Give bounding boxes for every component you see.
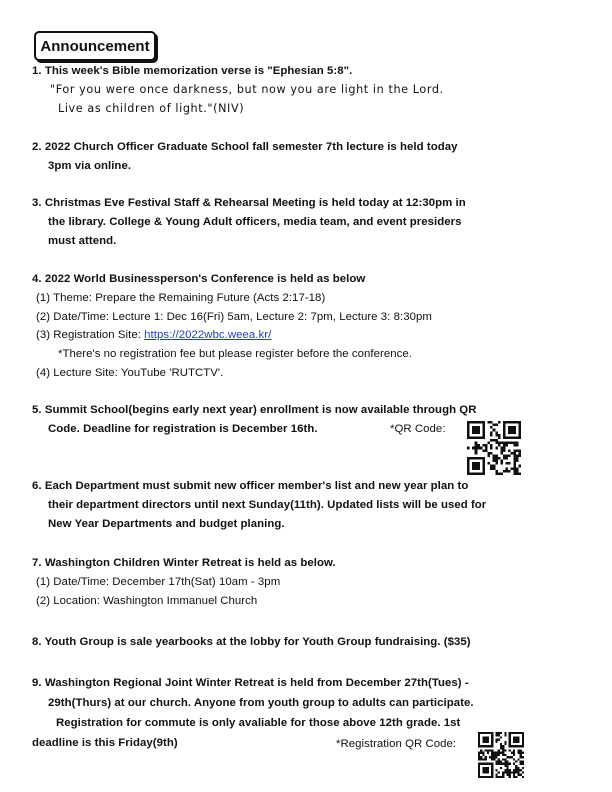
announcement-header [34,31,156,61]
item-9-qr-label: *Registration QR Code: [336,738,457,750]
registration-qr-code[interactable] [478,732,524,778]
registration-site-link[interactable]: https://2022wbc.weea.kr/ [144,329,272,341]
item-3-line-3: must attend. [48,235,117,247]
announcement-title: Announcement [40,37,150,55]
item-3-line-2: the library. College & Young Adult officers, media team, and event presiders [48,216,462,228]
item-5-qr-label: *QR Code: [390,423,446,435]
item-1-verse-1: "For you were once darkness, but now you are light in the Lord. [50,83,444,96]
item-9-line-4: deadline is this Friday(9th) [32,737,178,749]
item-6-line-2: their department directors until next Sunday(11th). Updated lists will be used for [48,499,487,511]
item-4-registration [36,328,271,342]
item-6-line-3: New Year Departments and budget planing. [48,518,285,530]
item-2-line-2: 3pm via online. [48,160,132,172]
item-9-line-1: 9. Washington Regional Joint Winter Retreat is held from December 27th(Tues) - [32,677,469,689]
item-2-line-1: 2. 2022 Church Officer Graduate School fall semester 7th lecture is held today [32,141,458,153]
item-4-line-1: 4. 2022 World Businessperson's Conference is held as below [32,273,366,285]
item-7-datetime: (1) Date/Time: December 17th(Sat) 10am - 3pm [36,576,281,588]
item-1-line-1: 1. This week's Bible memorization verse is "Ephesian 5:8". [32,65,353,77]
item-4-lecture-site: (4) Lecture Site: YouTube 'RUTCTV'. [36,367,224,379]
item-4-datetime: (2) Date/Time: Lecture 1: Dec 16(Fri) 5am, Lecture 2: 7pm, Lecture 3: 8:30pm [36,311,432,323]
item-5-line-1: 5. Summit School(begins early next year) enrollment is now available through QR [32,404,477,416]
item-4-theme: (1) Theme: Prepare the Remaining Future (Acts 2:17-18) [36,292,326,304]
item-9-line-3: Registration for commute is only avaliable for those above 12th grade. 1st [56,717,461,729]
item-6-line-1: 6. Each Department must submit new officer member's list and new year plan to [32,480,469,492]
summit-school-qr-code[interactable] [467,421,521,475]
item-4-registration-label: (3) Registration Site: [36,329,145,341]
item-3-line-1: 3. Christmas Eve Festival Staff & Rehearsal Meeting is held today at 12:30pm in [32,197,466,209]
item-1-verse-2: Live as children of light."(NIV) [58,102,245,115]
item-7-location: (2) Location: Washington Immanuel Church [36,595,258,607]
item-5-line-2: Code. Deadline for registration is December 16th. [48,423,318,435]
item-7-line-1: 7. Washington Children Winter Retreat is held as below. [32,557,336,569]
item-4-note: *There's no registration fee but please register before the conference. [58,348,412,360]
item-8-line-1: 8. Youth Group is sale yearbooks at the lobby for Youth Group fundraising. ($35) [32,636,471,648]
item-9-line-2: 29th(Thurs) at our church. Anyone from youth group to adults can participate. [48,697,474,709]
